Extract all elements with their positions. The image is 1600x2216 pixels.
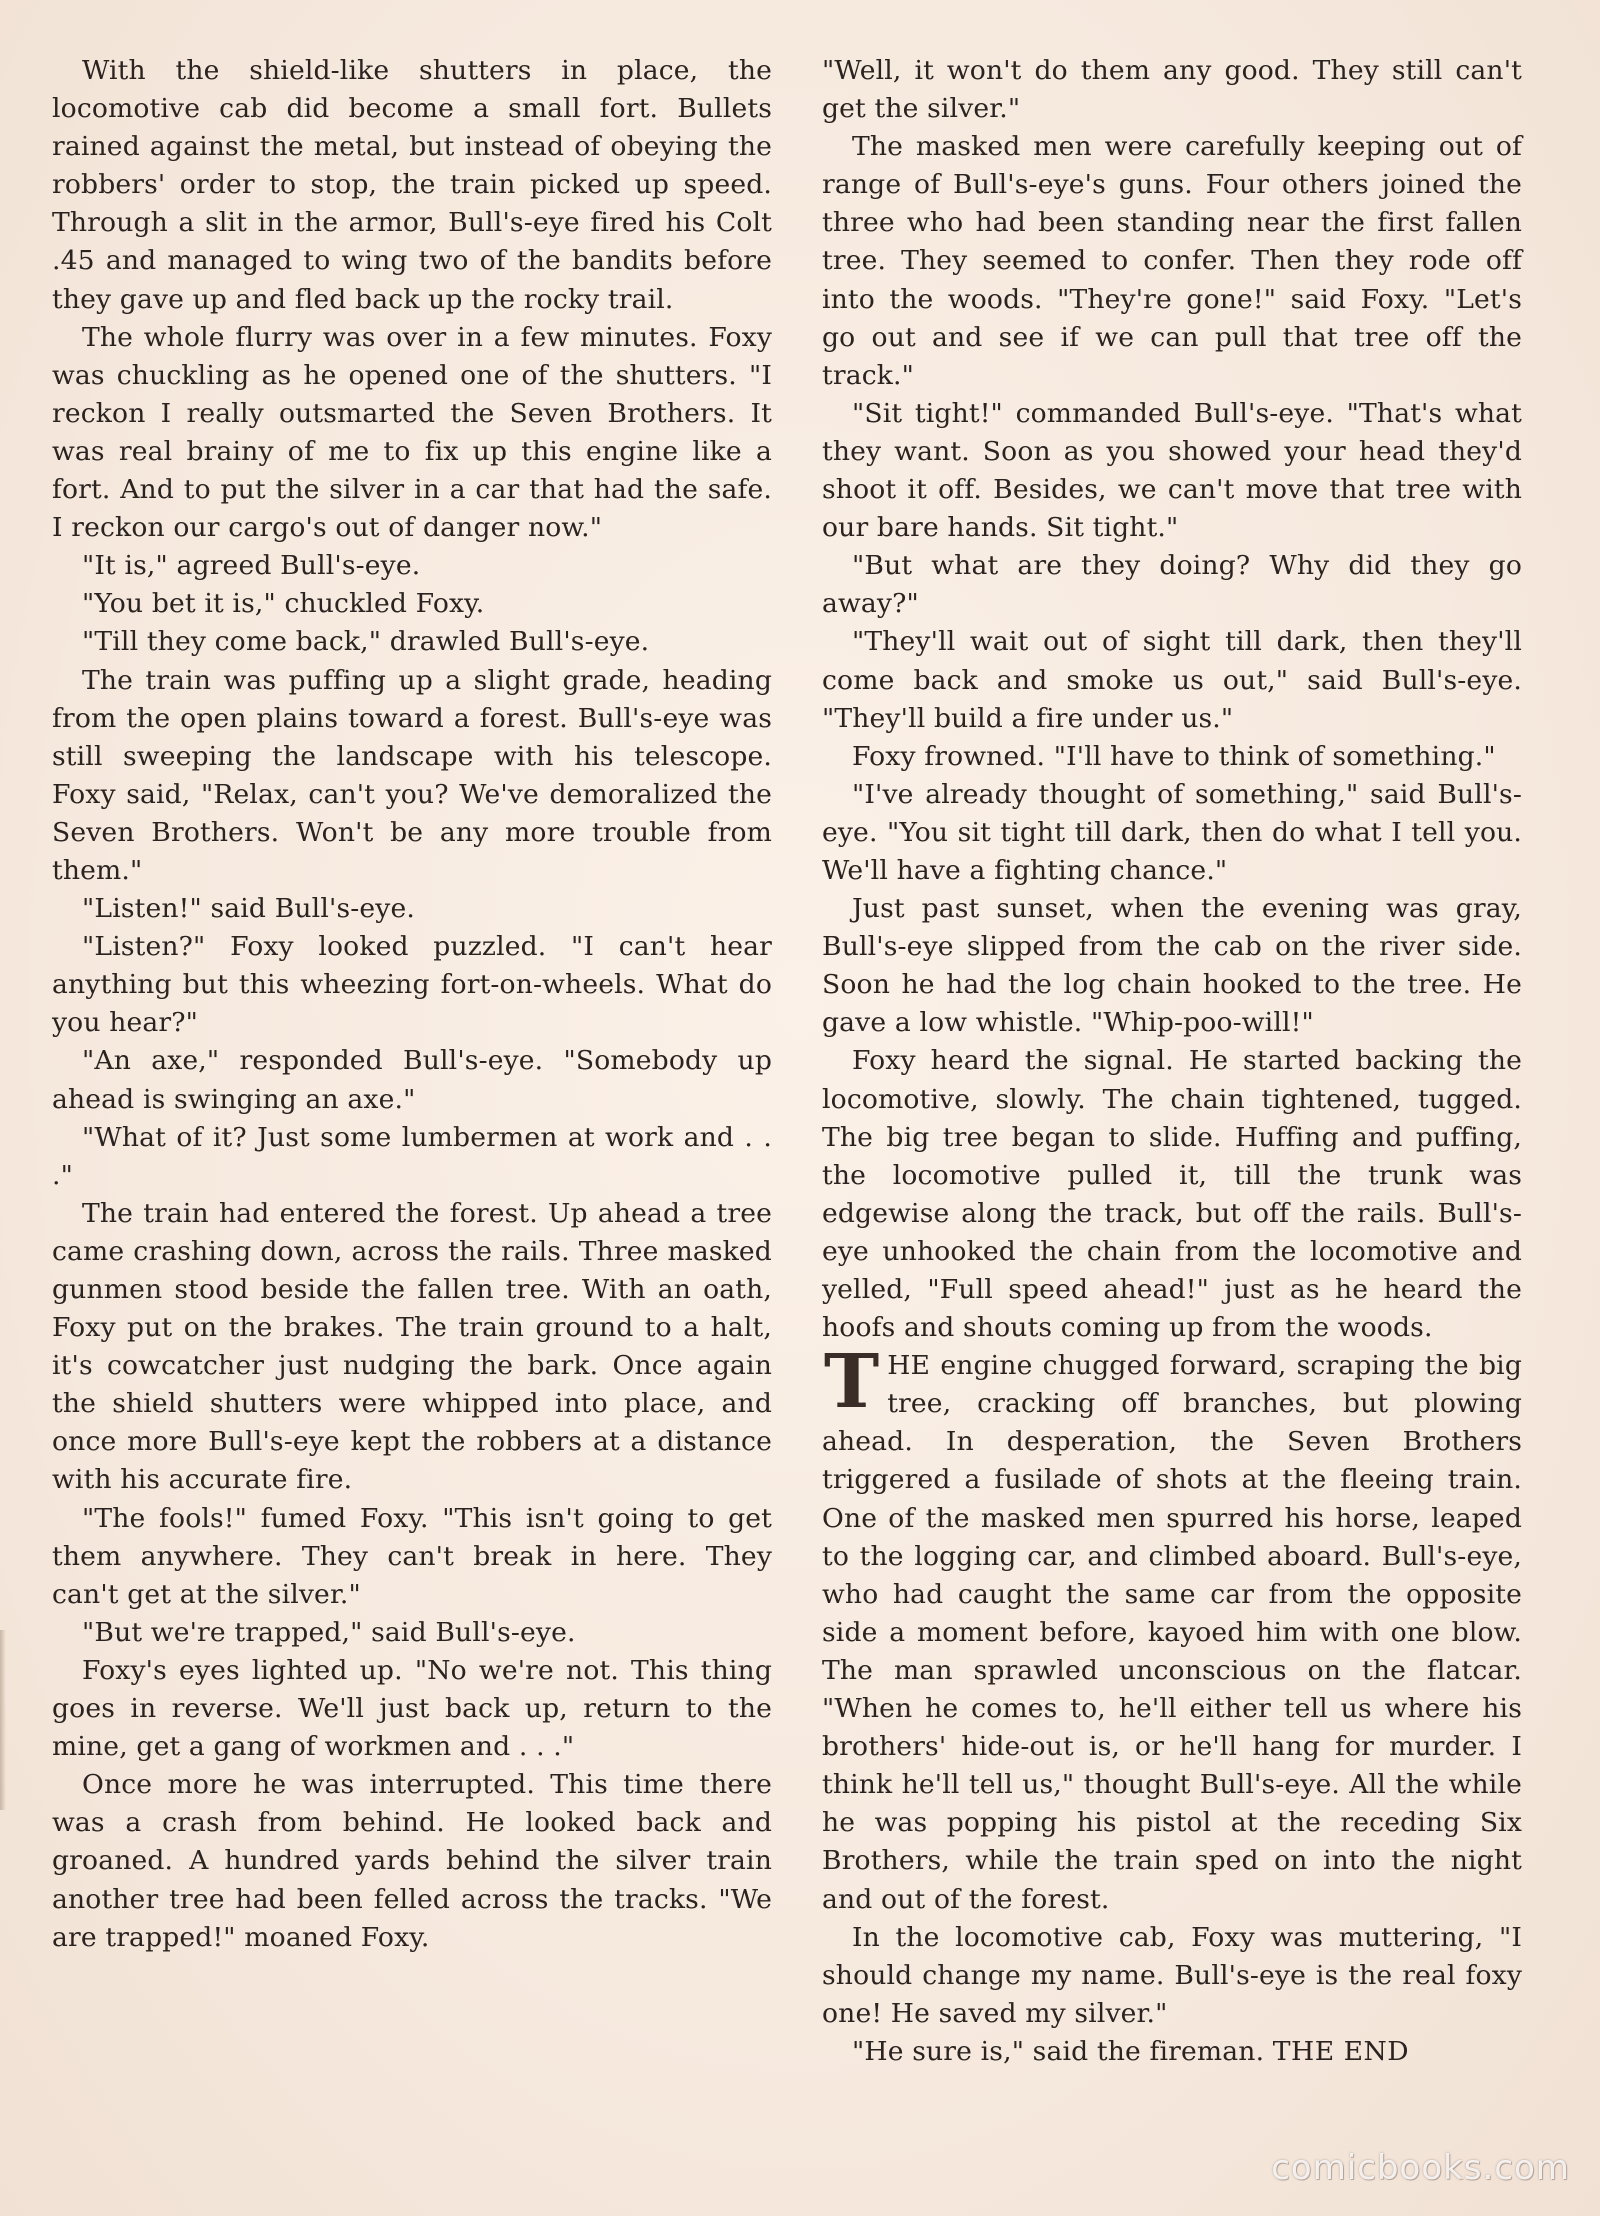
paragraph: "What of it? Just some lumbermen at work and . . ." [52,1121,772,1191]
watermark-logo: comicbooks.com [1271,2148,1570,2188]
paragraph: Foxy heard the signal. He started backing the locomotive, slowly. The chain tightened, tugged. The big tree began to slide. Huffing and puffing, the locomotive pulled it, till the trunk was edgewise along the track, but off the rails. Bull's-eye unhooked the chain from the locomotive and yelled, "Full speed ahead!" just as he heard the hoofs and shouts coming up from the woods. [822,1045,1522,1344]
paragraph: "It is," agreed Bull's-eye. [82,550,421,582]
paragraph: The masked men were carefully keeping out of range of Bull's-eye's guns. Four others joined the three who had been standing near the first fallen tree. They seemed to confer. Then they rode off into the woods. "They're gone!" said Foxy. "Let's go out and see if we can pull that tree off the track." [822,131,1522,391]
paragraph: Foxy frowned. "I'll have to think of something." [852,740,1496,772]
paragraph: The train was puffing up a slight grade, heading from the open plains toward a forest. Bull's-eye was still sweeping the landscape with his telescope. Foxy said, "Relax, can't you? We've demoralized the Seven Brothers. Won't be any more trouble from them." [52,664,772,886]
paragraph: "They'll wait out of sight till dark, then they'll come back and smoke us out," said Bull's-eye. "They'll build a fire under us." [822,626,1522,734]
paragraph: Just past sunset, when the evening was gray, Bull's-eye slipped from the cab on the river side. Soon he had the log chain hooked to the tree. He gave a low whistle. "Whip-poo-will!" [822,893,1522,1039]
paragraph: Once more he was interrupted. This time there was a crash from behind. He looked back and groaned. A hundred yards behind the silver train another tree had been felled across the tracks. "We are trapped!" moaned Foxy. [52,1769,772,1953]
paragraph: "The fools!" fumed Foxy. "This isn't going to get them anywhere. They can't break in here. They can't get at the silver." [52,1502,772,1610]
paragraph: The train had entered the forest. Up ahead a tree came crashing down, across the rails. Three masked gunmen stood beside the fallen tree. With an oath, Foxy put on the brakes. The train ground to a halt, it's cowcatcher just nudging the bark. Once again the shield shutters were whipped into place, and once more Bull's-eye kept the robbers at a distance with his accurate fire. [52,1197,772,1496]
paragraph: "Listen!" said Bull's-eye. [82,893,415,925]
paragraph: Foxy's eyes lighted up. "No we're not. This thing goes in reverse. We'll just back up, return to the mine, get a gang of workmen and . . ." [52,1654,772,1763]
final-line: "He sure is," said the fireman. [852,2035,1265,2067]
paragraph: "An axe," responded Bull's-eye. "Somebody up ahead is swinging an axe." [52,1045,772,1115]
dropcap-paragraph-text: HE engine chugged forward, scraping the big tree, cracking off branches, but plowing ahead. In desperation, the Seven Brothers triggered a fusilade of shots at the fleeing train. One of the masked men spurred his horse, leaped to the logging car, and climbed aboard. Bull's-eye, who had caught the same car from the opposite side a moment before, kayoed him with one blow. The man sprawled unconscious on the flatcar. "When he comes to, he'll either tell us where his brothers' hide-out is, or he'll hang for murder. I think he'll tell us," thought Bull's-eye. All the while he was popping his pistol at the receding Six Brothers, while the train sped on into the night and out of the forest. [822,1350,1522,1915]
paragraph: "Till they come back," drawled Bull's-eye. [82,626,650,658]
paragraph: "Sit tight!" commanded Bull's-eye. "That's what they want. Soon as you showed your head they'd shoot it off. Besides, we can't move that tree with our bare hands. Sit tight." [822,397,1522,544]
left-text-column [52,52,772,1957]
dropcap-letter: T [824,1339,880,1426]
paragraph: "You bet it is," chuckled Foxy. [82,588,485,620]
final-paragraph [822,2033,1522,2071]
dropcap-paragraph [822,1339,1522,1918]
paragraph: "Well, it won't do them any good. They still can't get the silver." [822,55,1522,125]
paragraph: "Listen?" Foxy looked puzzled. "I can't hear anything but this wheezing fort-on-wheels. What do you hear?" [52,931,772,1039]
right-text-column [822,52,1522,2071]
page-edge-shadow [0,1630,6,1810]
paragraph: In the locomotive cab, Foxy was muttering, "I should change my name. Bull's-eye is the real foxy one! He saved my silver." [822,1921,1522,2029]
paragraph: "But what are they doing? Why did they go away?" [822,550,1522,620]
paragraph: With the shield-like shutters in place, the locomotive cab did become a small fort. Bullets rained against the metal, but instead of obeying the robbers' order to stop, the train picked up speed. Through a slit in the armor, Bull's-eye fired his Colt .45 and managed to wing two of the bandits before they gave up and fled back up the rocky trail. [52,55,772,315]
paragraph: "I've already thought of something," said Bull's-eye. "You sit tight till dark, then do what I tell you. We'll have a fighting chance." [822,778,1522,886]
the-end-label: THE END [1272,2035,1410,2067]
paragraph: The whole flurry was over in a few minutes. Foxy was chuckling as he opened one of the shutters. "I reckon I really outsmarted the Seven Brothers. It was real brainy of me to fix up this engine like a fort. And to put the silver in a car that had the safe. I reckon our cargo's out of danger now." [52,321,772,544]
paragraph: "But we're trapped," said Bull's-eye. [82,1616,576,1648]
